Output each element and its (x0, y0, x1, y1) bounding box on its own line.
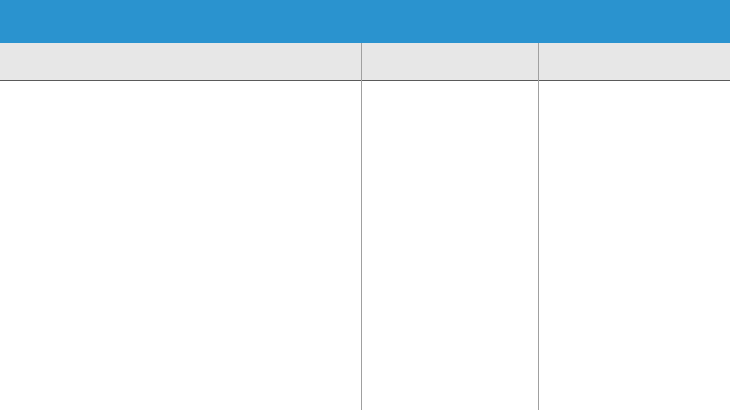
table-header (0, 43, 730, 81)
column-divider (538, 43, 539, 410)
column-divider (361, 43, 362, 410)
title-banner (0, 0, 730, 43)
